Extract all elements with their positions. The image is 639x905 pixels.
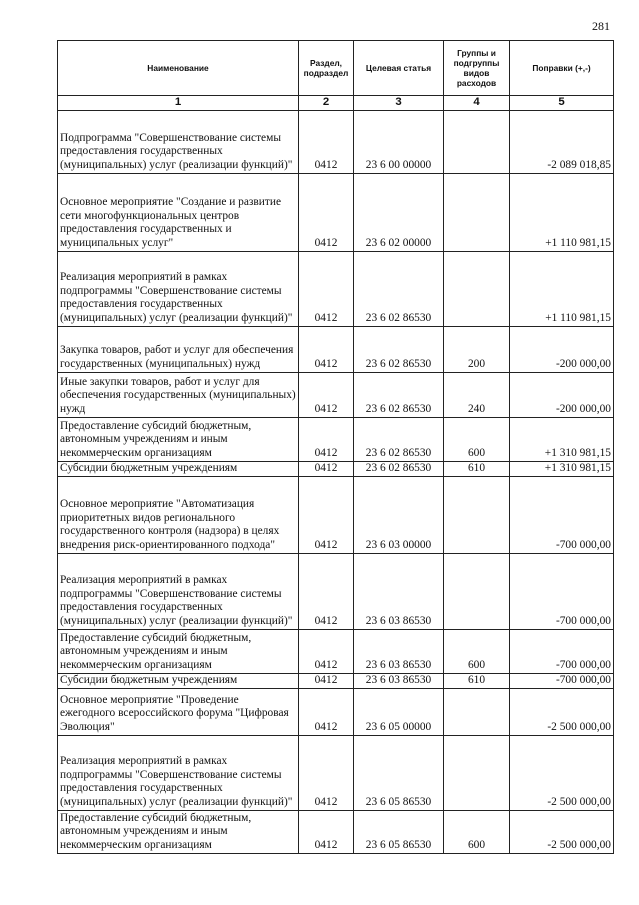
row-name: Реализация мероприятий в рамках подпрограммы "Совершенствование системы предоставления государственных (муниципальных) услуг (реализации функций)" <box>58 553 299 629</box>
row-group <box>444 688 510 735</box>
column-number: 4 <box>444 96 510 111</box>
table-row <box>58 110 614 173</box>
row-amount: +1 110 981,15 <box>510 173 614 251</box>
row-group <box>444 735 510 810</box>
row-name: Субсидии бюджетным учреждениям <box>58 673 299 688</box>
row-section: 0412 <box>299 173 354 251</box>
row-amount: -700 000,00 <box>510 629 614 673</box>
row-name: Основное мероприятие "Автоматизация приоритетных видов регионального государственного контроля (надзора) в целях внедрения риск-ориентированного подхода" <box>58 476 299 553</box>
row-amount: +1 310 981,15 <box>510 417 614 461</box>
row-section: 0412 <box>299 372 354 417</box>
table-row <box>58 688 614 735</box>
header-name: Наименование <box>58 41 299 96</box>
table-row <box>58 735 614 810</box>
row-target: 23 6 05 86530 <box>354 735 444 810</box>
page-number: 281 <box>592 19 610 33</box>
row-amount: -2 500 000,00 <box>510 688 614 735</box>
row-group: 600 <box>444 417 510 461</box>
table-row <box>58 673 614 688</box>
row-amount: -2 500 000,00 <box>510 735 614 810</box>
row-group: 600 <box>444 810 510 853</box>
row-target: 23 6 02 00000 <box>354 173 444 251</box>
row-name: Основное мероприятие "Создание и развитие сети многофункциональных центров предоставления государственных и муниципальных услуг" <box>58 173 299 251</box>
row-section: 0412 <box>299 688 354 735</box>
column-number-row <box>58 96 614 111</box>
row-group <box>444 476 510 553</box>
header-target: Целевая статья <box>354 41 444 96</box>
row-name: Реализация мероприятий в рамках подпрограммы "Совершенствование системы предоставления государственных (муниципальных) услуг (реализации функций)" <box>58 251 299 326</box>
row-amount: -700 000,00 <box>510 673 614 688</box>
row-amount: -700 000,00 <box>510 476 614 553</box>
row-amount: -200 000,00 <box>510 372 614 417</box>
row-group <box>444 173 510 251</box>
row-target: 23 6 03 86530 <box>354 673 444 688</box>
budget-amendments-table <box>57 40 614 854</box>
row-group: 600 <box>444 629 510 673</box>
column-number: 5 <box>510 96 614 111</box>
row-target: 23 6 00 00000 <box>354 110 444 173</box>
row-name: Закупка товаров, работ и услуг для обеспечения государственных (муниципальных) нужд <box>58 326 299 372</box>
row-section: 0412 <box>299 735 354 810</box>
row-section: 0412 <box>299 251 354 326</box>
row-group <box>444 110 510 173</box>
row-amount: -2 089 018,85 <box>510 110 614 173</box>
row-name: Субсидии бюджетным учреждениям <box>58 461 299 476</box>
row-target: 23 6 02 86530 <box>354 461 444 476</box>
row-section: 0412 <box>299 417 354 461</box>
row-name: Предоставление субсидий бюджетным, автономным учреждениям и иным некоммерческим организациям <box>58 810 299 853</box>
row-target: 23 6 05 86530 <box>354 810 444 853</box>
row-target: 23 6 05 00000 <box>354 688 444 735</box>
table-row <box>58 173 614 251</box>
table-row <box>58 629 614 673</box>
table-row <box>58 553 614 629</box>
row-group: 240 <box>444 372 510 417</box>
row-group: 610 <box>444 673 510 688</box>
row-group <box>444 553 510 629</box>
row-target: 23 6 03 00000 <box>354 476 444 553</box>
row-name: Предоставление субсидий бюджетным, автономным учреждениям и иным некоммерческим организациям <box>58 417 299 461</box>
row-target: 23 6 02 86530 <box>354 417 444 461</box>
column-number: 3 <box>354 96 444 111</box>
table-row <box>58 810 614 853</box>
header-amendment: Поправки (+,-) <box>510 41 614 96</box>
table-row <box>58 417 614 461</box>
row-target: 23 6 03 86530 <box>354 553 444 629</box>
row-section: 0412 <box>299 673 354 688</box>
row-section: 0412 <box>299 110 354 173</box>
row-name: Подпрограмма "Совершенствование системы предоставления государственных (муниципальных) услуг (реализации функций)" <box>58 110 299 173</box>
table-row <box>58 251 614 326</box>
row-group: 200 <box>444 326 510 372</box>
row-amount: -700 000,00 <box>510 553 614 629</box>
row-target: 23 6 02 86530 <box>354 326 444 372</box>
table-row <box>58 476 614 553</box>
row-section: 0412 <box>299 326 354 372</box>
row-target: 23 6 03 86530 <box>354 629 444 673</box>
header-section: Раздел, подраздел <box>299 41 354 96</box>
row-name: Иные закупки товаров, работ и услуг для обеспечения государственных (муниципальных) нужд <box>58 372 299 417</box>
table-row <box>58 372 614 417</box>
row-amount: -200 000,00 <box>510 326 614 372</box>
row-target: 23 6 02 86530 <box>354 251 444 326</box>
row-section: 0412 <box>299 629 354 673</box>
row-name: Основное мероприятие "Проведение ежегодного всероссийского форума "Цифровая Эволюция" <box>58 688 299 735</box>
row-name: Предоставление субсидий бюджетным, автономным учреждениям и иным некоммерческим организациям <box>58 629 299 673</box>
row-section: 0412 <box>299 461 354 476</box>
row-name: Реализация мероприятий в рамках подпрограммы "Совершенствование системы предоставления государственных (муниципальных) услуг (реализации функций)" <box>58 735 299 810</box>
row-group <box>444 251 510 326</box>
row-target: 23 6 02 86530 <box>354 372 444 417</box>
row-section: 0412 <box>299 553 354 629</box>
table-row <box>58 326 614 372</box>
header-group: Группы и подгруппы видов расходов <box>444 41 510 96</box>
row-amount: +1 110 981,15 <box>510 251 614 326</box>
row-section: 0412 <box>299 810 354 853</box>
column-number: 2 <box>299 96 354 111</box>
row-amount: -2 500 000,00 <box>510 810 614 853</box>
header-row <box>58 41 614 96</box>
table-row <box>58 461 614 476</box>
column-number: 1 <box>58 96 299 111</box>
row-group: 610 <box>444 461 510 476</box>
row-section: 0412 <box>299 476 354 553</box>
row-amount: +1 310 981,15 <box>510 461 614 476</box>
